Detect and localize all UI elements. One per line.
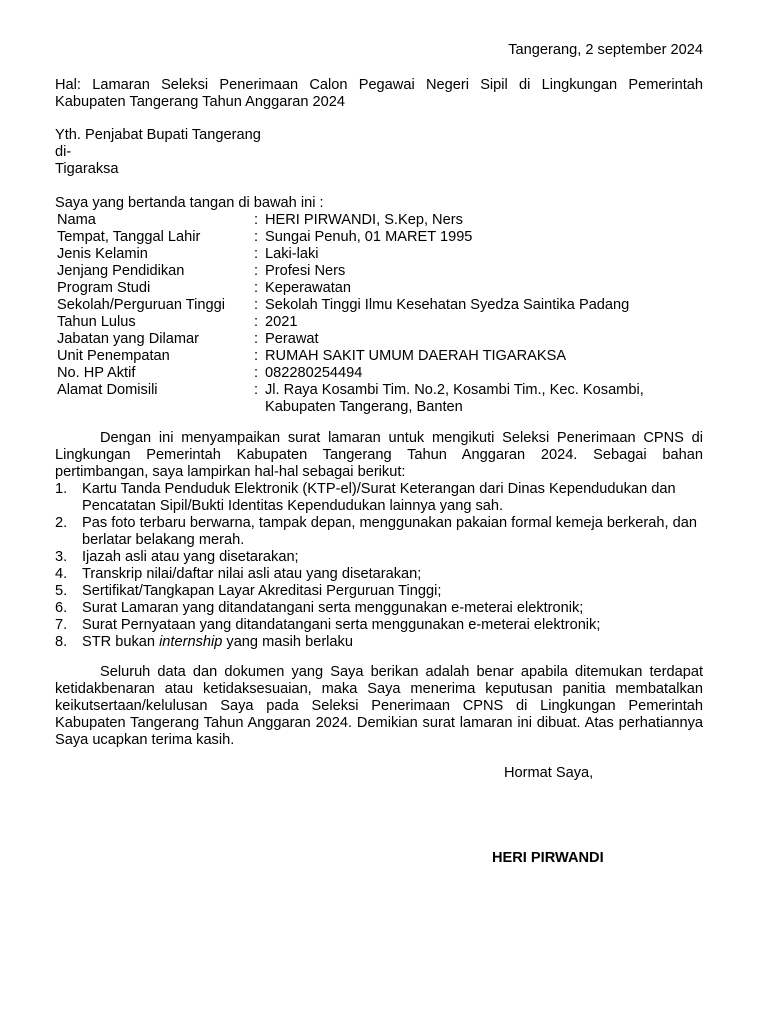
- field-colon: :: [254, 246, 259, 262]
- field-colon: :: [254, 365, 259, 381]
- field-colon: :: [254, 348, 259, 364]
- field-colon: :: [254, 229, 259, 245]
- attachment-number: 7.: [55, 617, 68, 633]
- field-label: Unit Penempatan: [57, 348, 170, 364]
- field-value: Laki-laki: [265, 246, 319, 262]
- attachment-text-emphasis: internship: [159, 634, 223, 650]
- attachment-item: [55, 481, 703, 515]
- attachment-text: Pas foto terbaru berwarna, tampak depan, menggunakan pakaian formal kemeja berkerah, dan berlatar belakang merah.: [82, 515, 697, 548]
- attachment-text: [82, 634, 703, 651]
- attachment-number: 4.: [55, 566, 68, 582]
- field-label: Jenis Kelamin: [57, 246, 148, 262]
- field-row: [57, 280, 703, 297]
- attachment-number: 8.: [55, 634, 68, 650]
- attachment-number: 2.: [55, 515, 68, 531]
- attachment-text: Surat Lamaran yang ditandatangani serta menggunakan e-meterai elektronik;: [82, 600, 584, 616]
- field-label: Nama: [57, 212, 96, 228]
- attachment-number: 5.: [55, 583, 68, 599]
- attachment-item: [55, 617, 703, 634]
- field-value: Sekolah Tinggi Ilmu Kesehatan Syedza Saintika Padang: [265, 297, 630, 313]
- field-label: Tempat, Tanggal Lahir: [57, 229, 201, 245]
- attachment-item: [55, 600, 703, 617]
- closing-salutation: Hormat Saya,: [504, 765, 594, 781]
- field-colon: :: [254, 263, 259, 279]
- field-label: Alamat Domisili: [57, 382, 158, 398]
- field-row: [57, 246, 703, 263]
- field-row: [57, 382, 703, 416]
- recipient-place: Tigaraksa: [55, 161, 119, 177]
- field-row: [57, 212, 703, 229]
- field-label: Sekolah/Perguruan Tinggi: [57, 297, 225, 313]
- subject-line: Hal: Lamaran Seleksi Penerimaan Calon Pegawai Negeri Sipil di Lingkungan Pemerintah Kabupaten Tangerang Tahun Anggaran 2024: [55, 77, 703, 110]
- attachment-item: [55, 515, 703, 549]
- attachment-text: Surat Pernyataan yang ditandatangani serta menggunakan e-meterai elektronik;: [82, 617, 601, 633]
- field-value: Keperawatan: [265, 280, 352, 296]
- attachment-text-part: yang masih berlaku: [222, 634, 353, 650]
- intro-sentence: Saya yang bertanda tangan di bawah ini :: [55, 195, 324, 211]
- attachment-text: Transkrip nilai/daftar nilai asli atau yang disetarakan;: [82, 566, 422, 582]
- field-label: Program Studi: [57, 280, 151, 296]
- attachment-number: 6.: [55, 600, 68, 616]
- field-colon: :: [254, 331, 259, 347]
- attachment-number: 1.: [55, 481, 68, 497]
- field-value: HERI PIRWANDI, S.Kep, Ners: [265, 212, 463, 228]
- attachment-text: Ijazah asli atau yang disetarakan;: [82, 549, 299, 565]
- field-colon: :: [254, 297, 259, 313]
- paragraph-declaration: Seluruh data dan dokumen yang Saya berikan adalah benar apabila ditemukan terdapat ketidakbenaran atau ketidaksesuaian, maka Saya menerima keputusan panitia membatalkan keikutsertaan/kelulusan Saya pada Seleksi Penerimaan CPNS di Lingkungan Pemerintah Kabupaten Tangerang Tahun Anggaran 2024. Demikian surat lamaran ini dibuat. Atas perhatiannya Saya ucapkan terima kasih.: [55, 664, 703, 748]
- field-colon: :: [254, 212, 259, 228]
- field-row: [57, 297, 703, 314]
- field-row: [57, 263, 703, 280]
- field-row: [57, 348, 703, 365]
- attachment-item: [55, 566, 703, 583]
- field-colon: :: [254, 280, 259, 296]
- field-value: RUMAH SAKIT UMUM DAERAH TIGARAKSA: [265, 348, 567, 364]
- field-label: Jenjang Pendidikan: [57, 263, 185, 279]
- recipient-preposition: di-: [55, 144, 72, 160]
- field-value: Profesi Ners: [265, 263, 346, 279]
- paragraph-application: Dengan ini menyampaikan surat lamaran untuk mengikuti Seleksi Penerimaan CPNS di Lingkungan Pemerintah Kabupaten Tangerang Tahun Anggaran 2024. Sebagai bahan pertimbangan, saya lampirkan hal-hal sebagai berikut:: [55, 430, 703, 480]
- attachment-text: Sertifikat/Tangkapan Layar Akreditasi Perguruan Tinggi;: [82, 583, 442, 599]
- field-value: 2021: [265, 314, 298, 330]
- recipient-block: [55, 127, 261, 178]
- attachment-text-part: STR bukan: [82, 634, 160, 650]
- attachment-number: 3.: [55, 549, 68, 565]
- field-row: [57, 365, 703, 382]
- field-label: Tahun Lulus: [57, 314, 136, 330]
- field-value: 082280254494: [265, 365, 363, 381]
- applicant-details: [57, 212, 703, 416]
- attachment-text: Kartu Tanda Penduduk Elektronik (KTP-el)/Surat Keterangan dari Dinas Kependudukan dan Pencatatan Sipil/Bukti Identitas Kependudukan lainnya yang sah.: [82, 481, 676, 514]
- attachment-list: [55, 481, 703, 651]
- field-row: [57, 331, 703, 348]
- field-label: Jabatan yang Dilamar: [57, 331, 199, 347]
- field-value: Perawat: [265, 331, 319, 347]
- field-colon: :: [254, 314, 259, 330]
- letter-page: [55, 0, 703, 1024]
- signer-name: HERI PIRWANDI: [492, 850, 604, 866]
- field-row: [57, 229, 703, 246]
- field-value: Jl. Raya Kosambi Tim. No.2, Kosambi Tim., Kec. Kosambi, Kabupaten Tangerang, Banten: [265, 382, 644, 415]
- recipient-title: Yth. Penjabat Bupati Tangerang: [55, 127, 261, 143]
- field-colon: :: [254, 382, 259, 398]
- place-date: Tangerang, 2 september 2024: [508, 42, 703, 58]
- attachment-item: [55, 634, 703, 651]
- field-row: [57, 314, 703, 331]
- field-label: No. HP Aktif: [57, 365, 136, 381]
- attachment-item: [55, 583, 703, 600]
- attachment-item: [55, 549, 703, 566]
- field-value: Sungai Penuh, 01 MARET 1995: [265, 229, 473, 245]
